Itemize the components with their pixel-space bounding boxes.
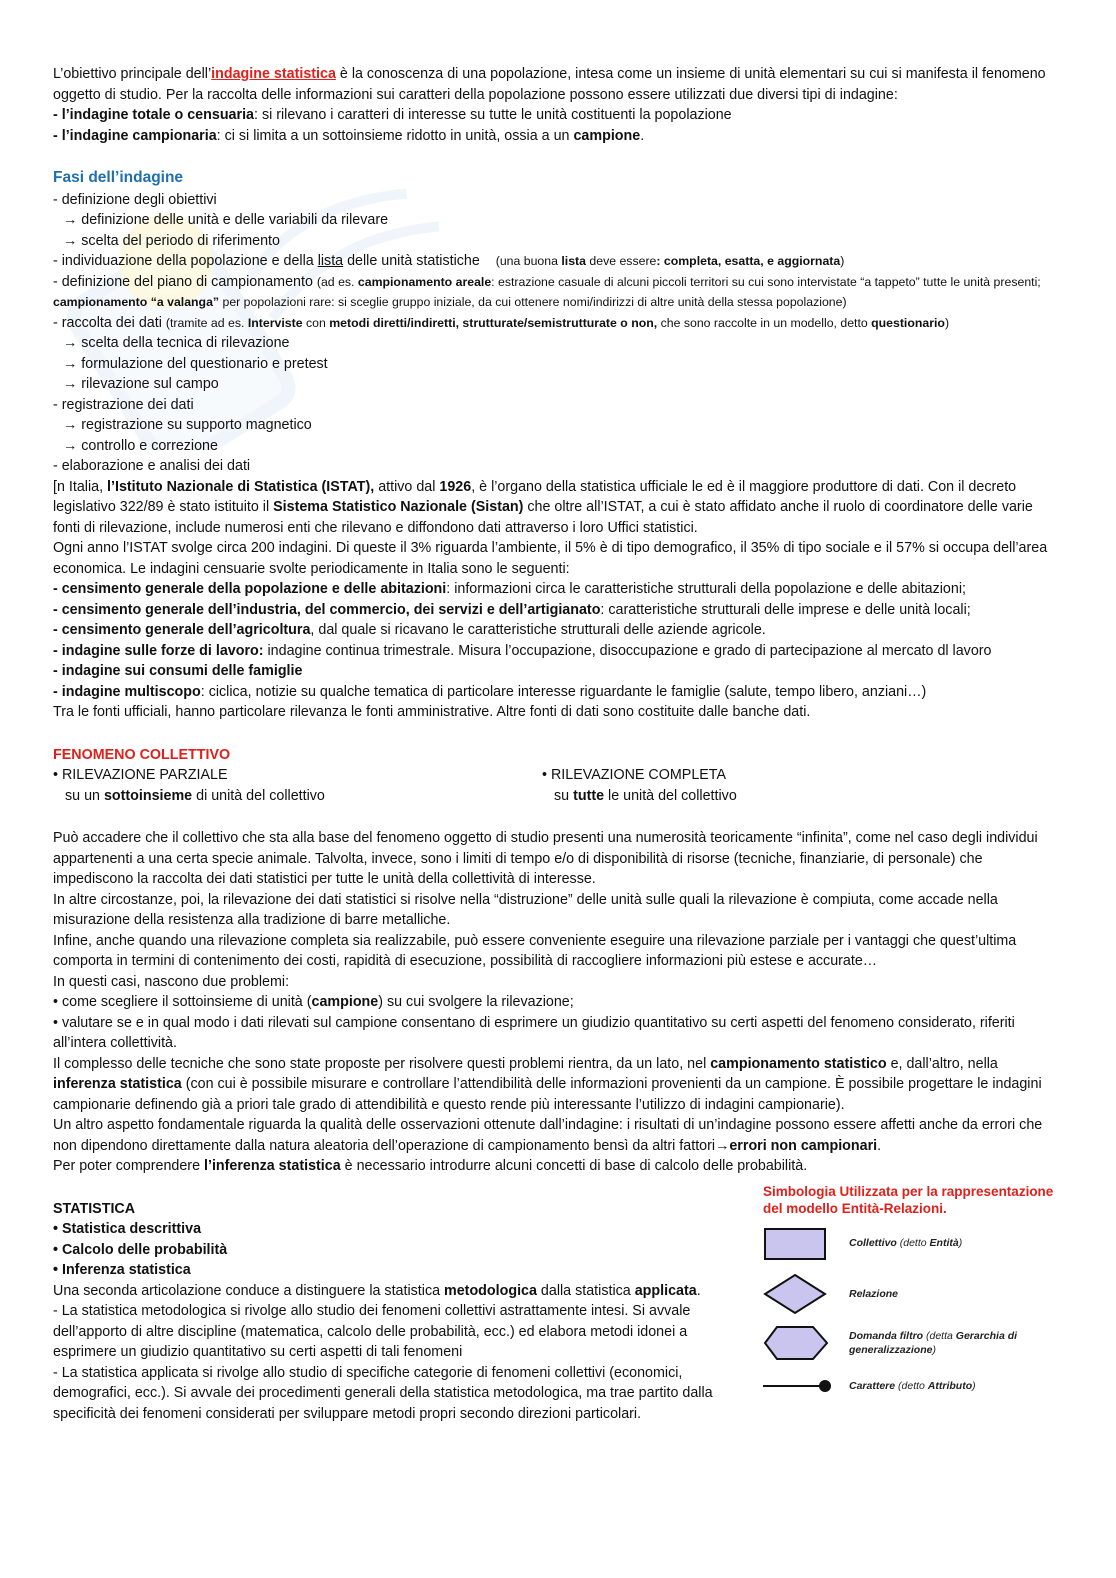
list-item: - indagine sulle forze di lavoro: indagine continua trimestrale. Misura l’occupazione, disoccupazione e grado di partecipazione al mercato dl lavoro	[53, 642, 992, 659]
body-paragraph: Una seconda articolazione conduce a distinguere la statistica metodologica dalla statistica applicata.	[53, 1282, 701, 1299]
list-item: • Calcolo delle probabilità	[53, 1241, 228, 1258]
list-item: - censimento generale della popolazione e delle abitazioni: informazioni circa le caratteristiche strutturali della popolazione e delle abitazioni;	[53, 581, 966, 597]
legend-label: Carattere (detto Attributo)	[849, 1379, 976, 1392]
column-text: su tutte le unità del collettivo	[554, 787, 737, 804]
istat-paragraph: [n Italia, l’Istituto Nazionale di Statistica (ISTAT), attivo dal 1926, è l’organo della statistica ufficiale le ed è il maggiore produttore di dati. Con il decreto legislativo 322/89 è stato istituito il Sistema Statistico Nazionale (Sistan) che oltre all’ISTAT, a cui è stato affidato anche il ruolo di coordinatore delle varie fonti di rilevazione, include numerosi enti che rilevano e diffondono dati attraverso i loro Uffici statistici.	[53, 478, 1033, 536]
column-parziale	[53, 765, 542, 806]
list-item: → controllo e correzione	[63, 437, 218, 454]
statistica-text	[53, 1199, 737, 1425]
list-item: → scelta della tecnica di rilevazione	[63, 335, 290, 351]
er-legend	[763, 1183, 1073, 1409]
list-item: • valutare se e in qual modo i dati rilevati sul campione consentano di esprimere un giudizio quantitativo su certi aspetti del fenomeno considerato, riferiti all’intera collettività.	[53, 1014, 1015, 1051]
istat-paragraph-3: Tra le fonti ufficiali, hanno particolare rilevanza le fonti amministrative. Altre fonti di dati sono costituite dalle banche dati.	[53, 704, 811, 720]
body-paragraph: - La statistica applicata si rivolge allo studio di specifiche categorie di fenomeni collettivi (economici, demografici, ecc.). Si avvale dei procedimenti generali della statistica metodologica, ma trae partito dalla specificità dei fenomeni considerati per sviluppare metodi propri secondo direzioni particolari.	[53, 1364, 713, 1422]
body-paragraph: Per poter comprendere l’inferenza statistica è necessario introdurre alcuni concetti di base di calcolo delle probabilità.	[53, 1158, 808, 1174]
legend-label: Collettivo (detto Entità)	[849, 1236, 963, 1249]
column-heading: • RILEVAZIONE PARZIALE	[53, 767, 228, 783]
list-item: - definizione degli obiettivi	[53, 191, 217, 208]
list-item: - indagine sui consumi delle famiglie	[53, 663, 303, 679]
body-paragraph: Il complesso delle tecniche che sono state proposte per risolvere questi problemi rientra, da un lato, nel campionamento statistico e, dall’altro, nella inferenza statistica (con cui è possibile misurare e controllare l’attendibilità delle informazioni provenienti da un campione. È possibile progettare le indagini campionarie definendo già a priori tale grado di attendibilità e questo rende più interessante l’utilizzo di indagini campionarie).	[53, 1055, 1042, 1113]
list-item: - l’indagine campionaria: ci si limita a un sottoinsieme ridotto in unità, ossia a un campione.	[53, 127, 645, 144]
list-item: → scelta del periodo di riferimento	[63, 232, 280, 249]
body-paragraph: Un altro aspetto fondamentale riguarda la qualità delle osservazioni ottenute dall’indagine: i risultati di un’indagine possono essere affetti anche da errori che non dipendono direttamente dalla natura aleatoria dell’operazione di campionamento bensì da altri fattori→errori non campionari.	[53, 1117, 1043, 1154]
body-paragraph: Può accadere che il collettivo che sta alla base del fenomeno oggetto di studio presenti una numerosità teoricamente “infinita”, come nel caso degli individui appartenenti a una certa specie animale. Talvolta, invece, sono i limiti di tempo e/o di disponibilità di risorse (tecniche, finanziarie, di personale) che impediscono la raccolta dei dati statistici per tutte le unità della collettività di interesse.	[53, 830, 1038, 887]
list-item: → rilevazione sul campo	[63, 376, 219, 392]
list-item: → formulazione del questionario e pretest	[63, 355, 328, 372]
legend-label: Relazione	[849, 1287, 899, 1300]
list-item: • Inferenza statistica	[53, 1262, 191, 1278]
list-item: - indagine multiscopo: ciclica, notizie su qualche tematica di particolare interesse riguardante le famiglie (salute, tempo libero, anziani…)	[53, 683, 927, 700]
column-text: su un sottoinsieme di unità del collettivo	[65, 787, 325, 804]
legend-label: Domanda filtro (detta Gerarchia di generalizzazione)	[849, 1329, 1018, 1356]
list-item: → registrazione su supporto magnetico	[63, 417, 312, 433]
istat-paragraph-2: Ogni anno l’ISTAT svolge circa 200 indagini. Di queste il 3% riguarda l’ambiente, il 5% è di tipo demografico, il 35% di tipo sociale e il 57% si occupa dell’area economica. Le indagini censuarie svolte periodicamente in Italia sono le seguenti:	[53, 540, 1048, 577]
line-dot-attribute-icon	[763, 1371, 843, 1401]
rectangle-entity-icon	[763, 1225, 833, 1265]
body-paragraph: In questi casi, nascono due problemi:	[53, 973, 290, 990]
column-completa	[542, 765, 1031, 806]
list-item: - censimento generale dell’agricoltura, dal quale si ricavano le caratteristiche strutturali delle aziende agricole.	[53, 622, 766, 638]
document-page	[53, 64, 1053, 1424]
list-item: - registrazione dei dati	[53, 396, 194, 413]
body-paragraph: Infine, anche quando una rilevazione completa sia realizzabile, può essere conveniente eseguire una rilevazione parziale per i vantaggi che quest’ultima comporta in termini di contenimento dei costi, rapidità di esecuzione, possibilità di raccogliere informazioni più estese e accurate…	[53, 932, 1017, 969]
list-item: - definizione del piano di campionamento (ad es. campionamento areale: estrazione casuale di alcuni piccoli territori su cui sono intervistate “a tappeto” tutte le unità presenti; campionamento “a valanga” per popolazioni rare: si sceglie gruppo iniziale, da cui ottenere nomi/indirizzi di altre unità della stessa popolazione)	[53, 273, 1041, 309]
legend-title: Simbologia Utilizzata per la rappresentazione del modello Entità-Relazioni.	[763, 1183, 1054, 1216]
section-heading-statistica: STATISTICA	[53, 1200, 136, 1217]
intro-paragraph: L’obiettivo principale dell’indagine statistica è la conoscenza di una popolazione, intesa come un insieme di unità elementari su cui si manifesta il fenomeno oggetto di studio. Per la raccolta delle informazioni sui caratteri della popolazione possono essere utilizzati due diversi tipi di indagine:	[53, 66, 1046, 103]
section-heading-fenomeno: FENOMENO COLLETTIVO	[53, 746, 231, 763]
list-item: → definizione delle unità e delle variabili da rilevare	[63, 212, 389, 228]
list-item: • come scegliere il sottoinsieme di unità (campione) su cui svolgere la rilevazione;	[53, 994, 574, 1010]
legend-row-relation	[763, 1271, 1073, 1317]
column-heading: • RILEVAZIONE COMPLETA	[542, 767, 727, 783]
legend-row-entity	[763, 1225, 1073, 1271]
hexagon-hierarchy-icon	[763, 1323, 833, 1367]
list-item: - raccolta dei dati (tramite ad es. Interviste con metodi diretti/indiretti, strutturate/semistrutturate o non, che sono raccolte in un modello, detto questionario)	[53, 314, 950, 331]
list-item: - elaborazione e analisi dei dati	[53, 458, 251, 474]
list-item: - individuazione della popolazione e della lista delle unità statistiche (una buona lista deve essere: completa, esatta, e aggiornata)	[53, 253, 845, 269]
legend-row-attribute	[763, 1363, 1073, 1409]
legend-row-hierarchy	[763, 1317, 1073, 1363]
indagine-statistica-link: indagine statistica	[211, 66, 336, 82]
fenomeno-columns	[53, 765, 1053, 806]
diamond-relation-icon	[763, 1273, 833, 1317]
list-item: - censimento generale dell’industria, del commercio, dei servizi e dell’artigianato: caratteristiche strutturali delle imprese e delle unità locali;	[53, 601, 971, 618]
body-paragraph: In altre circostanze, poi, la rilevazione dei dati statistici si risolve nella “distruzione” delle unità sulle quali la rilevazione è compiuta, come accade nella misurazione della resistenza alla tradizione di barre metalliche.	[53, 891, 998, 928]
statistica-section	[53, 1183, 1054, 1425]
list-item: • Statistica descrittiva	[53, 1221, 202, 1237]
section-heading-fasi: Fasi dell’indagine	[53, 169, 184, 186]
list-item: - l’indagine totale o censuaria: si rilevano i caratteri di interesse su tutte le unità costituenti la popolazione	[53, 107, 732, 123]
body-paragraph: - La statistica metodologica si rivolge allo studio dei fenomeni collettivi astrattamente intesi. Si avvale dell’apporto di altre discipline (matematica, calcolo delle probabilità, ecc.) ed elabora metodi idonei a esprimere un giudizio quantitativo su certi aspetti di tali fenomeni	[53, 1303, 691, 1360]
